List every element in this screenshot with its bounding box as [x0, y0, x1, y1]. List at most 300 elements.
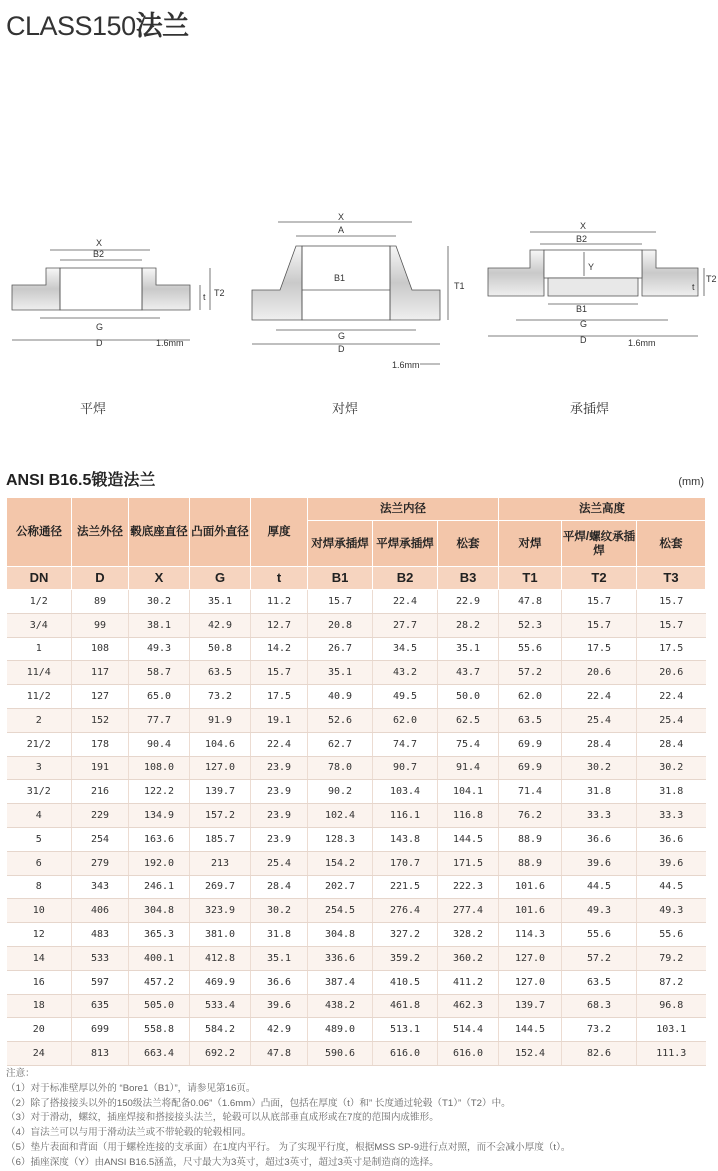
table-cell: 90.4 — [129, 732, 190, 756]
table-cell: 23.9 — [251, 827, 308, 851]
table-cell: 1 — [7, 637, 72, 661]
table-cell: 22.4 — [562, 685, 637, 709]
table-cell: 104.6 — [190, 732, 251, 756]
note-4: （4）盲法兰可以与用于滑动法兰或不带轮毂的轮毂相同。 — [6, 1127, 252, 1139]
table-cell: 35.1 — [308, 661, 373, 685]
table-cell: 101.6 — [499, 875, 562, 899]
col-t-header: 厚度 — [251, 498, 308, 567]
table-cell: 43.7 — [438, 661, 499, 685]
table-cell: 21/2 — [7, 732, 72, 756]
table-cell: 616.0 — [373, 1042, 438, 1066]
table-cell: 33.3 — [562, 804, 637, 828]
table-cell: 47.8 — [251, 1042, 308, 1066]
table-cell: 15.7 — [562, 590, 637, 614]
unit-label: (mm) — [678, 476, 704, 488]
table-cell: 50.0 — [438, 685, 499, 709]
table-cell: 74.7 — [373, 732, 438, 756]
table-cell: 28.4 — [251, 875, 308, 899]
flange-diagrams — [0, 200, 718, 430]
table-row — [7, 1042, 706, 1066]
table-cell: 328.2 — [438, 923, 499, 947]
table-cell: 42.9 — [251, 1018, 308, 1042]
table-cell: 323.9 — [190, 899, 251, 923]
table-cell: 111.3 — [637, 1042, 706, 1066]
socket-weld-label: 承插焊 — [570, 401, 610, 416]
table-cell: 69.9 — [499, 732, 562, 756]
table-cell: 6 — [7, 851, 72, 875]
table-cell: 20.8 — [308, 613, 373, 637]
col-g-header: 凸面外直径 — [190, 498, 251, 567]
col-b2-header: 平焊承插焊 — [373, 521, 438, 567]
table-cell: 2 — [7, 708, 72, 732]
raised-face-label: 1.6mm — [156, 338, 184, 348]
table-cell: 590.6 — [308, 1042, 373, 1066]
table-cell: 103.1 — [637, 1018, 706, 1042]
table-cell: 76.2 — [499, 804, 562, 828]
table-cell: 23.9 — [251, 804, 308, 828]
table-cell: 144.5 — [499, 1018, 562, 1042]
table-cell: 30.2 — [562, 756, 637, 780]
table-cell: 185.7 — [190, 827, 251, 851]
wn-dim-b1-label: B1 — [334, 273, 346, 283]
table-cell: 171.5 — [438, 851, 499, 875]
table-cell: 89 — [72, 590, 129, 614]
table-cell: 406 — [72, 899, 129, 923]
table-cell: 360.2 — [438, 946, 499, 970]
table-cell: 116.1 — [373, 804, 438, 828]
table-cell: 616.0 — [438, 1042, 499, 1066]
table-cell: 44.5 — [637, 875, 706, 899]
table-cell: 43.2 — [373, 661, 438, 685]
table-cell: 304.8 — [129, 899, 190, 923]
table-cell: 63.5 — [499, 708, 562, 732]
table-cell: 19.1 — [251, 708, 308, 732]
table-row — [7, 732, 706, 756]
table-cell: 213 — [190, 851, 251, 875]
symbol-cell: B2 — [373, 567, 438, 590]
table-cell: 11/2 — [7, 685, 72, 709]
table-cell: 152.4 — [499, 1042, 562, 1066]
symbol-cell: T2 — [562, 567, 637, 590]
col-t1-header: 对焊 — [499, 521, 562, 567]
table-row — [7, 923, 706, 947]
table-cell: 24 — [7, 1042, 72, 1066]
table-cell: 49.3 — [562, 899, 637, 923]
table-row — [7, 661, 706, 685]
table-cell: 102.4 — [308, 804, 373, 828]
table-cell: 71.4 — [499, 780, 562, 804]
note-5: （5）垫片表面和背面（用于螺栓连接的支承面）在1度内平行。 为了实现平行度，根据MSS SP-9进行点对照，而不会减小厚度（t）。 — [6, 1141, 571, 1153]
table-cell: 400.1 — [129, 946, 190, 970]
table-cell: 584.2 — [190, 1018, 251, 1042]
table-cell: 73.2 — [562, 1018, 637, 1042]
table-cell: 139.7 — [499, 994, 562, 1018]
table-cell: 222.3 — [438, 875, 499, 899]
table-cell: 483 — [72, 923, 129, 947]
table-row — [7, 685, 706, 709]
table-cell: 221.5 — [373, 875, 438, 899]
note-6: （6）插座深度（Y）由ANSI B16.5涵盖，尺寸最大为3英寸，超过3英寸，超过3英寸是制造商的选择。 — [6, 1156, 439, 1168]
table-cell: 365.3 — [129, 923, 190, 947]
table-cell: 15.7 — [251, 661, 308, 685]
wn-dim-g-label: G — [338, 331, 346, 341]
table-cell: 23.9 — [251, 756, 308, 780]
table-cell: 387.4 — [308, 970, 373, 994]
sw-dim-g-label: G — [580, 319, 588, 329]
table-cell: 62.5 — [438, 708, 499, 732]
table-cell: 49.3 — [129, 637, 190, 661]
table-cell: 254 — [72, 827, 129, 851]
table-cell: 229 — [72, 804, 129, 828]
table-cell: 134.9 — [129, 804, 190, 828]
table-row — [7, 637, 706, 661]
table-cell: 5 — [7, 827, 72, 851]
col-b1-header: 对焊承插焊 — [308, 521, 373, 567]
table-cell: 17.5 — [251, 685, 308, 709]
flange-drawings — [0, 200, 718, 430]
table-row — [7, 1018, 706, 1042]
table-row — [7, 780, 706, 804]
table-cell: 34.5 — [373, 637, 438, 661]
table-row — [7, 827, 706, 851]
table-cell: 20.6 — [562, 661, 637, 685]
dim-g-label: G — [96, 322, 104, 332]
table-cell: 462.3 — [438, 994, 499, 1018]
table-cell: 12.7 — [251, 613, 308, 637]
table-cell: 57.2 — [499, 661, 562, 685]
table-cell: 68.3 — [562, 994, 637, 1018]
table-cell: 438.2 — [308, 994, 373, 1018]
bore-group-header: 法兰内径 — [308, 498, 499, 521]
symbol-cell: T3 — [637, 567, 706, 590]
sw-dim-y-label: Y — [588, 262, 595, 272]
table-cell: 304.8 — [308, 923, 373, 947]
table-cell: 52.6 — [308, 708, 373, 732]
dim-t2-label: T2 — [214, 288, 225, 298]
table-body — [7, 590, 706, 1066]
table-cell: 114.3 — [499, 923, 562, 947]
table-cell: 11.2 — [251, 590, 308, 614]
table-row — [7, 851, 706, 875]
table-cell: 15.7 — [637, 590, 706, 614]
table-cell: 39.6 — [562, 851, 637, 875]
table-cell: 558.8 — [129, 1018, 190, 1042]
table-cell: 77.7 — [129, 708, 190, 732]
table-cell: 36.6 — [251, 970, 308, 994]
table-row — [7, 708, 706, 732]
table-cell: 62.7 — [308, 732, 373, 756]
table-cell: 116.8 — [438, 804, 499, 828]
table-cell: 457.2 — [129, 970, 190, 994]
table-cell: 533.4 — [190, 994, 251, 1018]
symbol-cell: T1 — [499, 567, 562, 590]
table-cell: 117 — [72, 661, 129, 685]
table-cell: 55.6 — [562, 923, 637, 947]
table-row — [7, 994, 706, 1018]
table-cell: 15.7 — [637, 613, 706, 637]
table-cell: 88.9 — [499, 851, 562, 875]
table-cell: 57.2 — [562, 946, 637, 970]
table-cell: 489.0 — [308, 1018, 373, 1042]
table-cell: 39.6 — [251, 994, 308, 1018]
table-cell: 336.6 — [308, 946, 373, 970]
col-x-header: 毂底座直径 — [129, 498, 190, 567]
sw-dim-d-label: D — [580, 335, 587, 345]
table-cell: 52.3 — [499, 613, 562, 637]
table-cell: 55.6 — [637, 923, 706, 947]
table-cell: 30.2 — [129, 590, 190, 614]
table-cell: 65.0 — [129, 685, 190, 709]
section-title: ANSI B16.5锻造法兰 — [6, 472, 156, 489]
symbol-cell: D — [72, 567, 129, 590]
sw-dim-x-label: X — [580, 221, 587, 231]
table-cell: 8 — [7, 875, 72, 899]
table-cell: 127.0 — [499, 970, 562, 994]
table-cell: 108.0 — [129, 756, 190, 780]
table-cell: 663.4 — [129, 1042, 190, 1066]
table-cell: 22.4 — [637, 685, 706, 709]
table-cell: 533 — [72, 946, 129, 970]
table-cell: 18 — [7, 994, 72, 1018]
table-cell: 14.2 — [251, 637, 308, 661]
table-cell: 79.2 — [637, 946, 706, 970]
table-cell: 15.7 — [308, 590, 373, 614]
table-cell: 635 — [72, 994, 129, 1018]
table-cell: 277.4 — [438, 899, 499, 923]
table-cell: 62.0 — [499, 685, 562, 709]
table-cell: 246.1 — [129, 875, 190, 899]
table-cell: 699 — [72, 1018, 129, 1042]
table-cell: 90.2 — [308, 780, 373, 804]
table-row — [7, 875, 706, 899]
table-cell: 269.7 — [190, 875, 251, 899]
table-cell: 692.2 — [190, 1042, 251, 1066]
table-cell: 87.2 — [637, 970, 706, 994]
wn-dim-t1-label: T1 — [454, 281, 465, 291]
table-cell: 170.7 — [373, 851, 438, 875]
table-cell: 33.3 — [637, 804, 706, 828]
table-cell: 461.8 — [373, 994, 438, 1018]
table-cell: 75.4 — [438, 732, 499, 756]
table-row — [7, 613, 706, 637]
table-cell: 17.5 — [562, 637, 637, 661]
table-cell: 78.0 — [308, 756, 373, 780]
dim-t-label: t — [203, 292, 206, 302]
symbol-row — [7, 567, 706, 590]
table-cell: 82.6 — [562, 1042, 637, 1066]
sw-dim-b1-label: B1 — [576, 304, 588, 314]
table-cell: 122.2 — [129, 780, 190, 804]
table-cell: 144.5 — [438, 827, 499, 851]
table-cell: 90.7 — [373, 756, 438, 780]
table-cell: 143.8 — [373, 827, 438, 851]
table-cell: 163.6 — [129, 827, 190, 851]
table-cell: 412.8 — [190, 946, 251, 970]
slip-on-flange-drawing — [12, 250, 210, 340]
table-cell: 63.5 — [562, 970, 637, 994]
table-cell: 88.9 — [499, 827, 562, 851]
table-cell: 38.1 — [129, 613, 190, 637]
sw-dim-t-label: t — [692, 282, 695, 292]
col-dn-header: 公称通径 — [7, 498, 72, 567]
table-cell: 157.2 — [190, 804, 251, 828]
table-cell: 152 — [72, 708, 129, 732]
table-cell: 597 — [72, 970, 129, 994]
sw-dim-b2-label: B2 — [576, 234, 588, 244]
table-cell: 1/2 — [7, 590, 72, 614]
table-cell: 10 — [7, 899, 72, 923]
table-cell: 25.4 — [637, 708, 706, 732]
table-cell: 17.5 — [637, 637, 706, 661]
table-cell: 11/4 — [7, 661, 72, 685]
table-cell: 42.9 — [190, 613, 251, 637]
table-cell: 50.8 — [190, 637, 251, 661]
table-cell: 178 — [72, 732, 129, 756]
table-cell: 25.4 — [562, 708, 637, 732]
table-cell: 216 — [72, 780, 129, 804]
note-1: （1）对于标准壁厚以外的 “Bore1（B1）”，请参见第16页。 — [6, 1082, 256, 1094]
col-b3-header: 松套 — [438, 521, 499, 567]
table-cell: 31/2 — [7, 780, 72, 804]
table-cell: 39.6 — [637, 851, 706, 875]
table-cell: 49.5 — [373, 685, 438, 709]
notes-heading: 注意： — [6, 1068, 35, 1079]
table-cell: 254.5 — [308, 899, 373, 923]
table-row — [7, 756, 706, 780]
table-cell: 108 — [72, 637, 129, 661]
table-cell: 202.7 — [308, 875, 373, 899]
table-cell: 15.7 — [562, 613, 637, 637]
dim-d-label: D — [96, 338, 103, 348]
table-cell: 16 — [7, 970, 72, 994]
sw-raised-face-label: 1.6mm — [628, 338, 656, 348]
table-cell: 91.4 — [438, 756, 499, 780]
table-cell: 4 — [7, 804, 72, 828]
col-t2-header: 平焊/螺纹承插焊 — [562, 521, 637, 567]
table-cell: 128.3 — [308, 827, 373, 851]
table-cell: 25.4 — [251, 851, 308, 875]
table-cell: 279 — [72, 851, 129, 875]
symbol-cell: G — [190, 567, 251, 590]
note-2: （2）除了搭接接头以外的150级法兰将配备0.06”（1.6mm）凸面，包括在厚度（t）和” 长度通过轮毂（T1）”（T2）中。 — [6, 1097, 511, 1109]
table-cell: 62.0 — [373, 708, 438, 732]
dim-b2-label: B2 — [93, 249, 105, 259]
table-cell: 69.9 — [499, 756, 562, 780]
table-cell: 47.8 — [499, 590, 562, 614]
note-3: （3）对于滑动，螺纹，插座焊接和搭接接头法兰，轮毂可以从底部垂直成形或在7度的范围内成锥形。 — [6, 1112, 439, 1124]
table-cell: 127.0 — [190, 756, 251, 780]
weld-neck-label: 对焊 — [332, 401, 359, 416]
table-cell: 22.4 — [373, 590, 438, 614]
col-t3-header: 松套 — [637, 521, 706, 567]
table-cell: 813 — [72, 1042, 129, 1066]
table-cell: 22.4 — [251, 732, 308, 756]
symbol-cell: DN — [7, 567, 72, 590]
table-cell: 35.1 — [190, 590, 251, 614]
table-cell: 101.6 — [499, 899, 562, 923]
notes — [6, 1067, 570, 1171]
table-cell: 36.6 — [562, 827, 637, 851]
table-cell: 28.4 — [562, 732, 637, 756]
wn-dim-x-label: X — [338, 212, 345, 222]
symbol-cell: B3 — [438, 567, 499, 590]
table-cell: 44.5 — [562, 875, 637, 899]
table-cell: 31.8 — [251, 923, 308, 947]
table-cell: 58.7 — [129, 661, 190, 685]
table-cell: 23.9 — [251, 780, 308, 804]
table-cell: 49.3 — [637, 899, 706, 923]
table-cell: 192.0 — [129, 851, 190, 875]
table-cell: 3/4 — [7, 613, 72, 637]
table-cell: 40.9 — [308, 685, 373, 709]
table-cell: 3 — [7, 756, 72, 780]
flange-spec-table — [6, 497, 706, 1066]
wn-raised-face-label: 1.6mm — [392, 360, 420, 370]
table-cell: 20.6 — [637, 661, 706, 685]
table-cell: 505.0 — [129, 994, 190, 1018]
dim-x-label: X — [96, 238, 103, 248]
page-title: CLASS150法兰 — [6, 11, 189, 41]
table-cell: 514.4 — [438, 1018, 499, 1042]
table-cell: 31.8 — [562, 780, 637, 804]
table-cell: 191 — [72, 756, 129, 780]
table-cell: 28.2 — [438, 613, 499, 637]
table-cell: 359.2 — [373, 946, 438, 970]
table-cell: 327.2 — [373, 923, 438, 947]
table-cell: 14 — [7, 946, 72, 970]
table-cell: 27.7 — [373, 613, 438, 637]
weld-neck-flange-drawing — [252, 222, 448, 364]
table-cell: 411.2 — [438, 970, 499, 994]
height-group-header: 法兰高度 — [499, 498, 706, 521]
table-cell: 20 — [7, 1018, 72, 1042]
table-cell: 104.1 — [438, 780, 499, 804]
table-cell: 513.1 — [373, 1018, 438, 1042]
table-cell: 73.2 — [190, 685, 251, 709]
table-cell: 30.2 — [637, 756, 706, 780]
table-cell: 410.5 — [373, 970, 438, 994]
table-cell: 154.2 — [308, 851, 373, 875]
table-row — [7, 804, 706, 828]
table-cell: 35.1 — [438, 637, 499, 661]
table-cell: 35.1 — [251, 946, 308, 970]
table-row — [7, 970, 706, 994]
table-cell: 36.6 — [637, 827, 706, 851]
symbol-cell: B1 — [308, 567, 373, 590]
table-row — [7, 946, 706, 970]
socket-weld-flange-drawing — [488, 232, 704, 336]
symbol-cell: X — [129, 567, 190, 590]
table-cell: 22.9 — [438, 590, 499, 614]
table-cell: 127 — [72, 685, 129, 709]
table-cell: 103.4 — [373, 780, 438, 804]
table-cell: 91.9 — [190, 708, 251, 732]
table-row — [7, 899, 706, 923]
table-row — [7, 590, 706, 614]
wn-dim-d-label: D — [338, 344, 345, 354]
symbol-cell: t — [251, 567, 308, 590]
table-cell: 30.2 — [251, 899, 308, 923]
slip-on-label: 平焊 — [80, 401, 107, 416]
table-cell: 63.5 — [190, 661, 251, 685]
table-cell: 28.4 — [637, 732, 706, 756]
sw-dim-t2-label: T2 — [706, 274, 717, 284]
table-cell: 55.6 — [499, 637, 562, 661]
table-cell: 31.8 — [637, 780, 706, 804]
col-d-header: 法兰外径 — [72, 498, 129, 567]
table-cell: 343 — [72, 875, 129, 899]
table-cell: 127.0 — [499, 946, 562, 970]
